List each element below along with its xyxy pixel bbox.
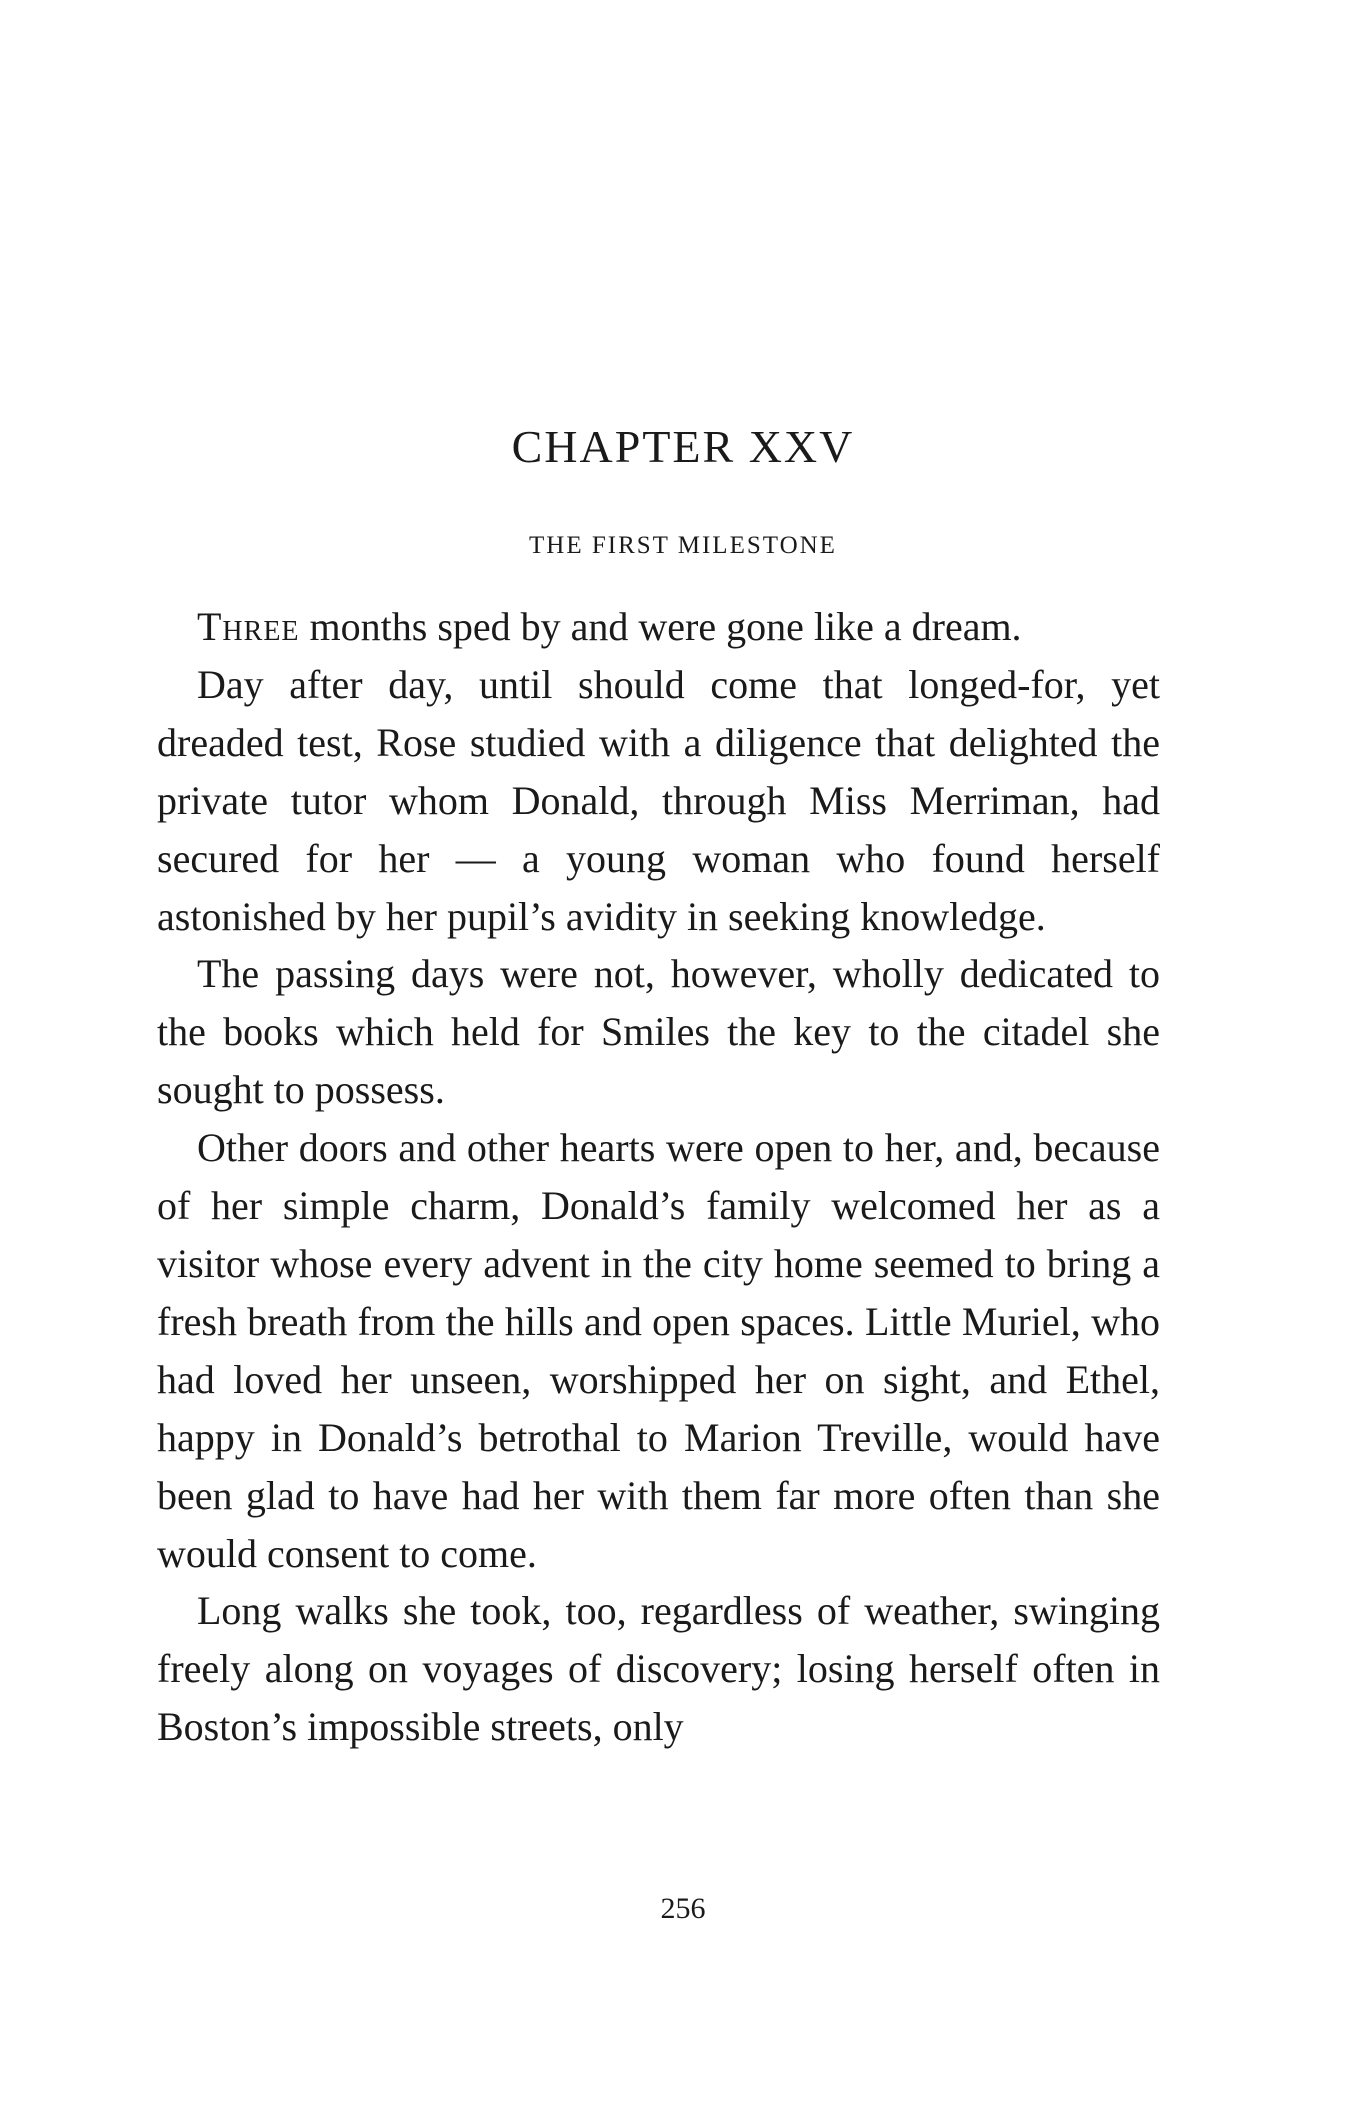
paragraph-5: Long walks she took, too, regardless of weather, swinging freely along on voyages of discovery; losing herself often in Boston’s impossible streets, only bbox=[157, 1588, 1160, 1750]
paragraph-2: Day after day, until should come that longed-for, yet dreaded test, Rose studied with a diligence that delighted the private tutor whom Donald, through Miss Merriman, had secured for her — a young woman who found herself astonished by her pupil’s avidity in seeking knowledge. bbox=[157, 661, 1160, 939]
chapter-body bbox=[157, 598, 1160, 1756]
page-number: 256 bbox=[660, 1892, 706, 1925]
paragraph-1-text: months sped by and were gone like a dream. bbox=[299, 604, 1022, 649]
paragraph-3: The passing days were not, however, wholly dedicated to the books which held for Smiles the key to the citadel she sought to possess. bbox=[157, 951, 1160, 1113]
chapter-subtitle: THE FIRST MILESTONE bbox=[529, 532, 837, 559]
paragraph-1 bbox=[157, 598, 1160, 656]
chapter-title: CHAPTER XXV bbox=[511, 421, 855, 472]
paragraph-1-lead: Three bbox=[197, 604, 300, 649]
paragraph-4: Other doors and other hearts were open to her, and, because of her simple charm, Donald’s family welcomed her as a visitor whose every advent in the city home seemed to bring a fresh breath from the hills and open spaces. Little Muriel, who had loved her unseen, worshipped her on sight, and Ethel, happy in Donald’s betrothal to Marion Treville, would have been glad to have had her with them far more often than she would consent to come. bbox=[157, 1125, 1160, 1576]
